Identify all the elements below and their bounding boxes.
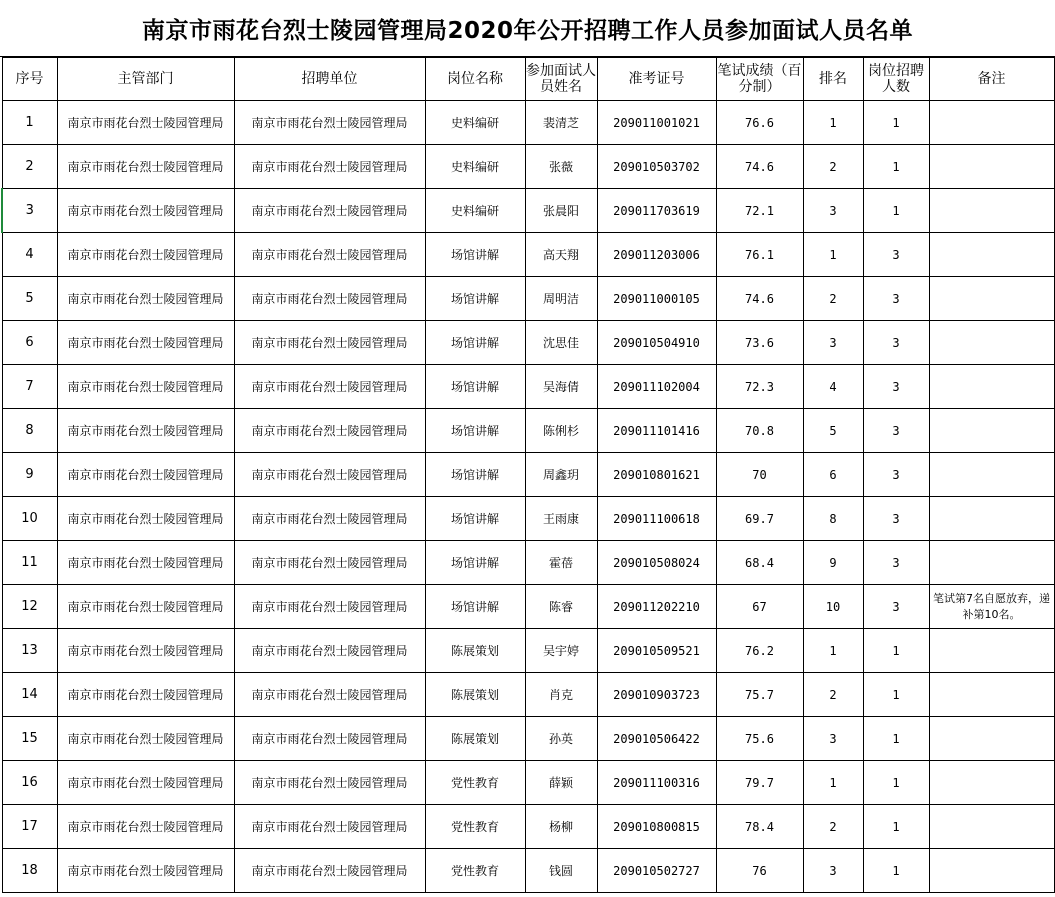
cell-score[interactable]: 76.1 bbox=[716, 233, 803, 277]
cell-index[interactable]: 3 bbox=[2, 189, 57, 233]
title-row[interactable] bbox=[0, 0, 1055, 57]
cell-position[interactable]: 场馆讲解 bbox=[425, 409, 525, 453]
cell-remark[interactable] bbox=[929, 805, 1054, 849]
cell-quota[interactable]: 3 bbox=[863, 453, 929, 497]
cell-name[interactable]: 张晨阳 bbox=[525, 189, 597, 233]
cell-score[interactable]: 75.7 bbox=[716, 673, 803, 717]
cell-name[interactable]: 薛颖 bbox=[525, 761, 597, 805]
cell-department[interactable]: 南京市雨花台烈士陵园管理局 bbox=[57, 233, 234, 277]
page-title: 南京市雨花台烈士陵园管理局2020年公开招聘工作人员参加面试人员名单 bbox=[141, 17, 913, 44]
cell-score[interactable]: 74.6 bbox=[716, 277, 803, 321]
cell-position[interactable]: 史料编研 bbox=[425, 189, 525, 233]
cell-unit[interactable]: 南京市雨花台烈士陵园管理局 bbox=[234, 189, 425, 233]
cell-rank[interactable]: 3 bbox=[803, 717, 863, 761]
cell-department[interactable]: 南京市雨花台烈士陵园管理局 bbox=[57, 321, 234, 365]
cell-unit[interactable]: 南京市雨花台烈士陵园管理局 bbox=[234, 629, 425, 673]
cell-quota[interactable]: 1 bbox=[863, 145, 929, 189]
cell-index[interactable]: 15 bbox=[2, 717, 57, 761]
cell-rank[interactable]: 10 bbox=[803, 585, 863, 629]
cell-quota[interactable]: 1 bbox=[863, 101, 929, 145]
cell-department[interactable]: 南京市雨花台烈士陵园管理局 bbox=[57, 409, 234, 453]
cell-department[interactable]: 南京市雨花台烈士陵园管理局 bbox=[57, 673, 234, 717]
cell-ticket[interactable]: 209010504910 bbox=[597, 321, 716, 365]
cell-ticket[interactable]: 209011202210 bbox=[597, 585, 716, 629]
cell-score[interactable]: 76.2 bbox=[716, 629, 803, 673]
cell-name[interactable]: 肖克 bbox=[525, 673, 597, 717]
table-row bbox=[2, 805, 1054, 849]
cell-score[interactable]: 74.6 bbox=[716, 145, 803, 189]
cell-quota[interactable]: 3 bbox=[863, 321, 929, 365]
cell-rank[interactable]: 2 bbox=[803, 277, 863, 321]
cell-index[interactable]: 9 bbox=[2, 453, 57, 497]
cell-quota[interactable]: 3 bbox=[863, 585, 929, 629]
cell-ticket[interactable]: 209011101416 bbox=[597, 409, 716, 453]
cell-index[interactable]: 2 bbox=[2, 145, 57, 189]
cell-score[interactable]: 78.4 bbox=[716, 805, 803, 849]
cell-ticket[interactable]: 209010506422 bbox=[597, 717, 716, 761]
cell-quota[interactable]: 3 bbox=[863, 541, 929, 585]
cell-name[interactable]: 周鑫玥 bbox=[525, 453, 597, 497]
cell-rank[interactable]: 2 bbox=[803, 145, 863, 189]
cell-rank[interactable]: 3 bbox=[803, 321, 863, 365]
cell-rank[interactable]: 4 bbox=[803, 365, 863, 409]
cell-position[interactable]: 场馆讲解 bbox=[425, 277, 525, 321]
cell-index[interactable]: 11 bbox=[2, 541, 57, 585]
cell-unit[interactable]: 南京市雨花台烈士陵园管理局 bbox=[234, 233, 425, 277]
cell-remark[interactable] bbox=[929, 321, 1054, 365]
cell-ticket[interactable]: 209010502727 bbox=[597, 849, 716, 893]
table-row bbox=[2, 849, 1054, 893]
cell-score[interactable]: 79.7 bbox=[716, 761, 803, 805]
cell-name[interactable]: 陈俐杉 bbox=[525, 409, 597, 453]
cell-ticket[interactable]: 209011203006 bbox=[597, 233, 716, 277]
cell-rank[interactable]: 8 bbox=[803, 497, 863, 541]
cell-rank[interactable]: 3 bbox=[803, 189, 863, 233]
candidate-table bbox=[1, 57, 1055, 893]
cell-quota[interactable]: 1 bbox=[863, 805, 929, 849]
cell-unit[interactable]: 南京市雨花台烈士陵园管理局 bbox=[234, 497, 425, 541]
cell-name[interactable]: 杨柳 bbox=[525, 805, 597, 849]
cell-index[interactable]: 14 bbox=[2, 673, 57, 717]
cell-position[interactable]: 场馆讲解 bbox=[425, 585, 525, 629]
header-row bbox=[2, 58, 1054, 101]
cell-name[interactable]: 吴海倩 bbox=[525, 365, 597, 409]
cell-index[interactable]: 8 bbox=[2, 409, 57, 453]
cell-index[interactable]: 16 bbox=[2, 761, 57, 805]
cell-index[interactable]: 12 bbox=[2, 585, 57, 629]
cell-ticket[interactable]: 209010903723 bbox=[597, 673, 716, 717]
cell-remark[interactable] bbox=[929, 673, 1054, 717]
cell-rank[interactable]: 1 bbox=[803, 101, 863, 145]
table-row bbox=[2, 717, 1054, 761]
cell-score[interactable]: 72.1 bbox=[716, 189, 803, 233]
table-body bbox=[2, 101, 1054, 893]
table-row bbox=[2, 277, 1054, 321]
cell-unit[interactable]: 南京市雨花台烈士陵园管理局 bbox=[234, 849, 425, 893]
cell-position[interactable]: 党性教育 bbox=[425, 761, 525, 805]
cell-ticket[interactable]: 209010508024 bbox=[597, 541, 716, 585]
cell-position[interactable]: 陈展策划 bbox=[425, 673, 525, 717]
cell-score[interactable]: 72.3 bbox=[716, 365, 803, 409]
cell-rank[interactable]: 1 bbox=[803, 629, 863, 673]
cell-quota[interactable]: 1 bbox=[863, 629, 929, 673]
cell-index[interactable]: 4 bbox=[2, 233, 57, 277]
cell-remark[interactable] bbox=[929, 541, 1054, 585]
cell-quota[interactable]: 1 bbox=[863, 849, 929, 893]
cell-score[interactable]: 76 bbox=[716, 849, 803, 893]
cell-name[interactable]: 张薇 bbox=[525, 145, 597, 189]
cell-unit[interactable]: 南京市雨花台烈士陵园管理局 bbox=[234, 365, 425, 409]
cell-remark[interactable] bbox=[929, 277, 1054, 321]
table-row bbox=[2, 101, 1054, 145]
cell-rank[interactable]: 6 bbox=[803, 453, 863, 497]
cell-department[interactable]: 南京市雨花台烈士陵园管理局 bbox=[57, 277, 234, 321]
cell-position[interactable]: 党性教育 bbox=[425, 805, 525, 849]
cell-quota[interactable]: 3 bbox=[863, 497, 929, 541]
cell-score[interactable]: 70 bbox=[716, 453, 803, 497]
cell-remark[interactable] bbox=[929, 101, 1054, 145]
table-row bbox=[2, 673, 1054, 717]
cell-unit[interactable]: 南京市雨花台烈士陵园管理局 bbox=[234, 805, 425, 849]
cell-remark[interactable] bbox=[929, 409, 1054, 453]
cell-department[interactable]: 南京市雨花台烈士陵园管理局 bbox=[57, 585, 234, 629]
table-row bbox=[2, 497, 1054, 541]
cell-rank[interactable]: 1 bbox=[803, 761, 863, 805]
cell-department[interactable]: 南京市雨花台烈士陵园管理局 bbox=[57, 761, 234, 805]
cell-name[interactable]: 高天翔 bbox=[525, 233, 597, 277]
cell-position[interactable]: 史料编研 bbox=[425, 145, 525, 189]
cell-department[interactable]: 南京市雨花台烈士陵园管理局 bbox=[57, 717, 234, 761]
cell-score[interactable]: 73.6 bbox=[716, 321, 803, 365]
cell-unit[interactable]: 南京市雨花台烈士陵园管理局 bbox=[234, 541, 425, 585]
cell-position[interactable]: 场馆讲解 bbox=[425, 321, 525, 365]
header-ticket[interactable]: 准考证号 bbox=[597, 58, 716, 101]
cell-name[interactable]: 孙英 bbox=[525, 717, 597, 761]
cell-rank[interactable]: 2 bbox=[803, 805, 863, 849]
header-unit[interactable]: 招聘单位 bbox=[234, 58, 425, 101]
cell-department[interactable]: 南京市雨花台烈士陵园管理局 bbox=[57, 101, 234, 145]
cell-remark[interactable] bbox=[929, 717, 1054, 761]
table-row bbox=[2, 145, 1054, 189]
cell-unit[interactable]: 南京市雨花台烈士陵园管理局 bbox=[234, 585, 425, 629]
cell-quota[interactable]: 3 bbox=[863, 365, 929, 409]
table-row bbox=[2, 233, 1054, 277]
cell-score[interactable]: 75.6 bbox=[716, 717, 803, 761]
cell-score[interactable]: 68.4 bbox=[716, 541, 803, 585]
table-row bbox=[2, 629, 1054, 673]
cell-quota[interactable]: 1 bbox=[863, 189, 929, 233]
cell-rank[interactable]: 2 bbox=[803, 673, 863, 717]
cell-ticket[interactable]: 209011100618 bbox=[597, 497, 716, 541]
cell-index[interactable]: 18 bbox=[2, 849, 57, 893]
cell-department[interactable]: 南京市雨花台烈士陵园管理局 bbox=[57, 497, 234, 541]
cell-rank[interactable]: 1 bbox=[803, 233, 863, 277]
cell-index[interactable]: 7 bbox=[2, 365, 57, 409]
cell-index[interactable]: 17 bbox=[2, 805, 57, 849]
cell-department[interactable]: 南京市雨花台烈士陵园管理局 bbox=[57, 145, 234, 189]
cell-position[interactable]: 场馆讲解 bbox=[425, 497, 525, 541]
cell-rank[interactable]: 5 bbox=[803, 409, 863, 453]
cell-index[interactable]: 1 bbox=[2, 101, 57, 145]
header-quota[interactable]: 岗位招聘人数 bbox=[863, 58, 929, 101]
cell-name[interactable]: 沈思佳 bbox=[525, 321, 597, 365]
cell-ticket[interactable]: 209010801621 bbox=[597, 453, 716, 497]
cell-name[interactable]: 霍蓓 bbox=[525, 541, 597, 585]
cell-rank[interactable]: 9 bbox=[803, 541, 863, 585]
table-row bbox=[2, 321, 1054, 365]
cell-remark[interactable] bbox=[929, 189, 1054, 233]
cell-remark[interactable] bbox=[929, 761, 1054, 805]
cell-position[interactable]: 陈展策划 bbox=[425, 717, 525, 761]
cell-unit[interactable]: 南京市雨花台烈士陵园管理局 bbox=[234, 453, 425, 497]
cell-score[interactable]: 69.7 bbox=[716, 497, 803, 541]
cell-name[interactable]: 周明洁 bbox=[525, 277, 597, 321]
cell-quota[interactable]: 1 bbox=[863, 761, 929, 805]
cell-unit[interactable]: 南京市雨花台烈士陵园管理局 bbox=[234, 321, 425, 365]
cell-department[interactable]: 南京市雨花台烈士陵园管理局 bbox=[57, 189, 234, 233]
header-index[interactable]: 序号 bbox=[2, 58, 57, 101]
cell-position[interactable]: 陈展策划 bbox=[425, 629, 525, 673]
cell-ticket[interactable]: 209011001021 bbox=[597, 101, 716, 145]
cell-score[interactable]: 76.6 bbox=[716, 101, 803, 145]
cell-remark[interactable] bbox=[929, 233, 1054, 277]
cell-ticket[interactable]: 209010800815 bbox=[597, 805, 716, 849]
cell-department[interactable]: 南京市雨花台烈士陵园管理局 bbox=[57, 849, 234, 893]
table-row bbox=[2, 761, 1054, 805]
cell-position[interactable]: 史料编研 bbox=[425, 101, 525, 145]
cell-unit[interactable]: 南京市雨花台烈士陵园管理局 bbox=[234, 717, 425, 761]
cell-position[interactable]: 场馆讲解 bbox=[425, 541, 525, 585]
cell-unit[interactable]: 南京市雨花台烈士陵园管理局 bbox=[234, 277, 425, 321]
cell-name[interactable]: 吴宇婷 bbox=[525, 629, 597, 673]
cell-score[interactable]: 67 bbox=[716, 585, 803, 629]
header-position[interactable]: 岗位名称 bbox=[425, 58, 525, 101]
cell-remark[interactable] bbox=[929, 365, 1054, 409]
table-row bbox=[2, 365, 1054, 409]
cell-remark[interactable] bbox=[929, 849, 1054, 893]
header-department[interactable]: 主管部门 bbox=[57, 58, 234, 101]
header-rank[interactable]: 排名 bbox=[803, 58, 863, 101]
table-row bbox=[2, 585, 1054, 629]
table-row bbox=[2, 541, 1054, 585]
cell-position[interactable]: 场馆讲解 bbox=[425, 365, 525, 409]
header-name[interactable]: 参加面试人员姓名 bbox=[525, 58, 597, 101]
cell-ticket[interactable]: 209011100316 bbox=[597, 761, 716, 805]
cell-quota[interactable]: 1 bbox=[863, 717, 929, 761]
table-row bbox=[2, 409, 1054, 453]
cell-quota[interactable]: 3 bbox=[863, 277, 929, 321]
header-score[interactable]: 笔试成绩（百分制） bbox=[716, 58, 803, 101]
cell-remark[interactable] bbox=[929, 629, 1054, 673]
table-row bbox=[2, 189, 1054, 233]
cell-quota[interactable]: 1 bbox=[863, 673, 929, 717]
cell-ticket[interactable]: 209011703619 bbox=[597, 189, 716, 233]
cell-unit[interactable]: 南京市雨花台烈士陵园管理局 bbox=[234, 761, 425, 805]
cell-unit[interactable]: 南京市雨花台烈士陵园管理局 bbox=[234, 145, 425, 189]
cell-department[interactable]: 南京市雨花台烈士陵园管理局 bbox=[57, 629, 234, 673]
cell-position[interactable]: 场馆讲解 bbox=[425, 233, 525, 277]
cell-name[interactable]: 王雨康 bbox=[525, 497, 597, 541]
cell-department[interactable]: 南京市雨花台烈士陵园管理局 bbox=[57, 453, 234, 497]
cell-ticket[interactable]: 209011102004 bbox=[597, 365, 716, 409]
cell-position[interactable]: 场馆讲解 bbox=[425, 453, 525, 497]
cell-index[interactable]: 5 bbox=[2, 277, 57, 321]
cell-name[interactable]: 钱圆 bbox=[525, 849, 597, 893]
cell-ticket[interactable]: 209011000105 bbox=[597, 277, 716, 321]
cell-quota[interactable]: 3 bbox=[863, 233, 929, 277]
cell-quota[interactable]: 3 bbox=[863, 409, 929, 453]
cell-index[interactable]: 13 bbox=[2, 629, 57, 673]
cell-index[interactable]: 6 bbox=[2, 321, 57, 365]
cell-ticket[interactable]: 209010503702 bbox=[597, 145, 716, 189]
cell-remark[interactable] bbox=[929, 453, 1054, 497]
cell-department[interactable]: 南京市雨花台烈士陵园管理局 bbox=[57, 541, 234, 585]
cell-department[interactable]: 南京市雨花台烈士陵园管理局 bbox=[57, 805, 234, 849]
cell-unit[interactable]: 南京市雨花台烈士陵园管理局 bbox=[234, 409, 425, 453]
cell-remark[interactable]: 笔试第7名自愿放弃，递补第10名。 bbox=[929, 585, 1054, 629]
cell-department[interactable]: 南京市雨花台烈士陵园管理局 bbox=[57, 365, 234, 409]
cell-name[interactable]: 裴清芝 bbox=[525, 101, 597, 145]
cell-index[interactable]: 10 bbox=[2, 497, 57, 541]
cell-unit[interactable]: 南京市雨花台烈士陵园管理局 bbox=[234, 101, 425, 145]
cell-name[interactable]: 陈睿 bbox=[525, 585, 597, 629]
cell-unit[interactable]: 南京市雨花台烈士陵园管理局 bbox=[234, 673, 425, 717]
cell-remark[interactable] bbox=[929, 145, 1054, 189]
header-remark[interactable]: 备注 bbox=[929, 58, 1054, 101]
cell-position[interactable]: 党性教育 bbox=[425, 849, 525, 893]
cell-ticket[interactable]: 209010509521 bbox=[597, 629, 716, 673]
cell-rank[interactable]: 3 bbox=[803, 849, 863, 893]
table-row bbox=[2, 453, 1054, 497]
cell-remark[interactable] bbox=[929, 497, 1054, 541]
cell-score[interactable]: 70.8 bbox=[716, 409, 803, 453]
